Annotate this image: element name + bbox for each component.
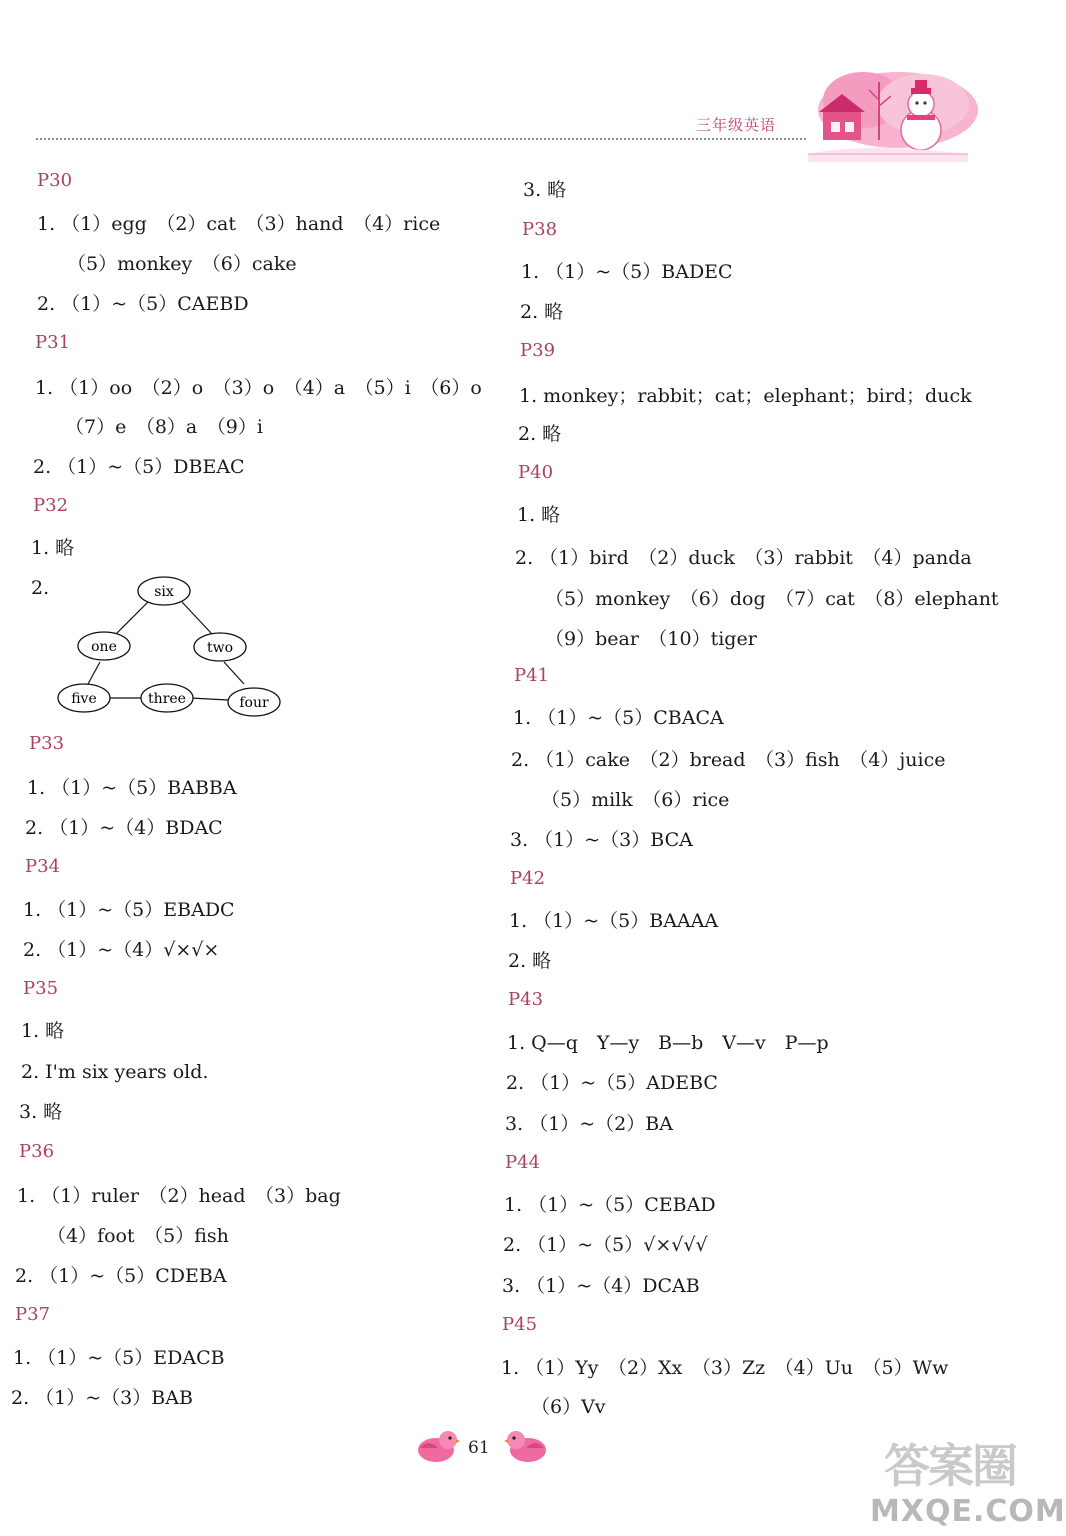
- answer-line: 1. monkey；rabbit；cat；elephant；bird；duck: [519, 385, 972, 407]
- diagram-label: four: [239, 695, 269, 711]
- diagram-label: six: [154, 584, 174, 600]
- section-title-p37: P37: [15, 1304, 51, 1325]
- answer-line: 1. 略: [31, 537, 75, 559]
- answer-line: 3. （1）~（3）BCA: [510, 829, 693, 851]
- section-title-p32: P32: [33, 495, 69, 516]
- answer-line: 1. （1）~（5）BABBA: [27, 777, 237, 799]
- answer-line: 1. （1）ruler （2）head （3）bag: [17, 1185, 341, 1207]
- section-title-p35: P35: [23, 978, 59, 999]
- answer-line: 1. （1）~（5）EBADC: [23, 899, 235, 921]
- answer-line: 2. （1）cake （2）bread （3）fish （4）juice: [511, 749, 946, 771]
- answer-line: 2. （1）~（5）ADEBC: [506, 1072, 718, 1094]
- answer-line: 1. （1）~（5）BADEC: [521, 261, 733, 283]
- answer-line: 2. （1）~（4）√×√×: [23, 939, 220, 961]
- answer-line: 1. （1）Yy （2）Xx （3）Zz （4）Uu （5）Ww: [501, 1357, 949, 1379]
- section-title-p31: P31: [35, 332, 71, 353]
- section-title-p33: P33: [29, 733, 65, 754]
- answer-line: （7）e （8）a （9）i: [65, 416, 263, 438]
- answer-line: （9）bear （10）tiger: [545, 628, 757, 650]
- page-number: 61: [468, 1438, 490, 1458]
- diagram-label: two: [206, 640, 234, 656]
- snowman-illustration: [803, 70, 973, 162]
- pink-bird-left-icon: [414, 1426, 460, 1466]
- answer-line: 2. （1）bird （2）duck （3）rabbit （4）panda: [515, 547, 972, 569]
- answer-line: 3. 略: [523, 179, 567, 201]
- answer-line: 2. 略: [508, 950, 552, 972]
- answer-line: （6）Vv: [531, 1396, 606, 1418]
- answer-line: （5）milk （6）rice: [541, 789, 730, 811]
- number-triangle-diagram: [52, 572, 292, 720]
- pink-bird-right-icon: [504, 1426, 550, 1466]
- answer-line: 1. （1）egg （2）cat （3）hand （4）rice: [37, 213, 441, 235]
- answer-line: 1. 略: [21, 1020, 65, 1042]
- answer-line: 2. I'm six years old.: [21, 1061, 209, 1083]
- answer-line: （5）monkey （6）cake: [67, 253, 297, 275]
- answer-line: 2. （1）~（5）CDEBA: [15, 1265, 227, 1287]
- section-title-p41: P41: [514, 665, 550, 686]
- answer-line: 2. （1）~（5）CAEBD: [37, 293, 249, 315]
- watermark-logo: 答案圈: [884, 1439, 1016, 1493]
- section-title-p30: P30: [37, 170, 73, 191]
- answer-line: 2. 略: [520, 301, 564, 323]
- section-title-p39: P39: [520, 340, 556, 361]
- answer-line: 3. 略: [19, 1101, 63, 1123]
- answer-line: 1. （1）~（5）EDACB: [13, 1347, 225, 1369]
- answer-line: 2. （1）~（3）BAB: [11, 1387, 193, 1409]
- answer-line: 2. （1）~（5）DBEAC: [33, 456, 245, 478]
- watermark-url: MXQE.COM: [870, 1494, 1066, 1529]
- section-title-p40: P40: [518, 462, 554, 483]
- section-title-p34: P34: [25, 856, 61, 877]
- answer-line: 3. （1）~（2）BA: [505, 1113, 673, 1135]
- section-title-p44: P44: [505, 1152, 541, 1173]
- section-title-p43: P43: [508, 989, 544, 1010]
- answer-line: 2. （1）~（4）BDAC: [25, 817, 223, 839]
- section-title-p38: P38: [522, 219, 558, 240]
- answer-line: 1. （1）~（5）CEBAD: [504, 1194, 716, 1216]
- header-divider: [36, 138, 806, 140]
- diagram-label: one: [91, 639, 117, 655]
- diagram-label: five: [71, 691, 97, 707]
- section-title-p42: P42: [510, 868, 546, 889]
- answer-line: 3. （1）~（4）DCAB: [502, 1275, 700, 1297]
- header-title: 三年级英语: [696, 116, 777, 134]
- answer-line: 1. （1）oo （2）o （3）o （4）a （5）i （6）o: [35, 377, 482, 399]
- answer-line: 2.: [31, 577, 50, 599]
- answer-line: （5）monkey （6）dog （7）cat （8）elephant: [545, 588, 999, 610]
- diagram-label: three: [148, 691, 186, 707]
- answer-line: 1. 略: [517, 504, 561, 526]
- answer-line: 1. （1）~（5）BAAAA: [509, 910, 719, 932]
- answer-line: 1. （1）~（5）CBACA: [513, 707, 724, 729]
- answer-line: 2. （1）~（5）√×√√√: [503, 1234, 708, 1256]
- section-title-p45: P45: [502, 1314, 538, 1335]
- section-title-p36: P36: [19, 1141, 55, 1162]
- answer-line: 1. Q—q Y—y B—b V—v P—p: [507, 1032, 829, 1054]
- answer-line: 2. 略: [518, 423, 562, 445]
- answer-line: （4）foot （5）fish: [47, 1225, 229, 1247]
